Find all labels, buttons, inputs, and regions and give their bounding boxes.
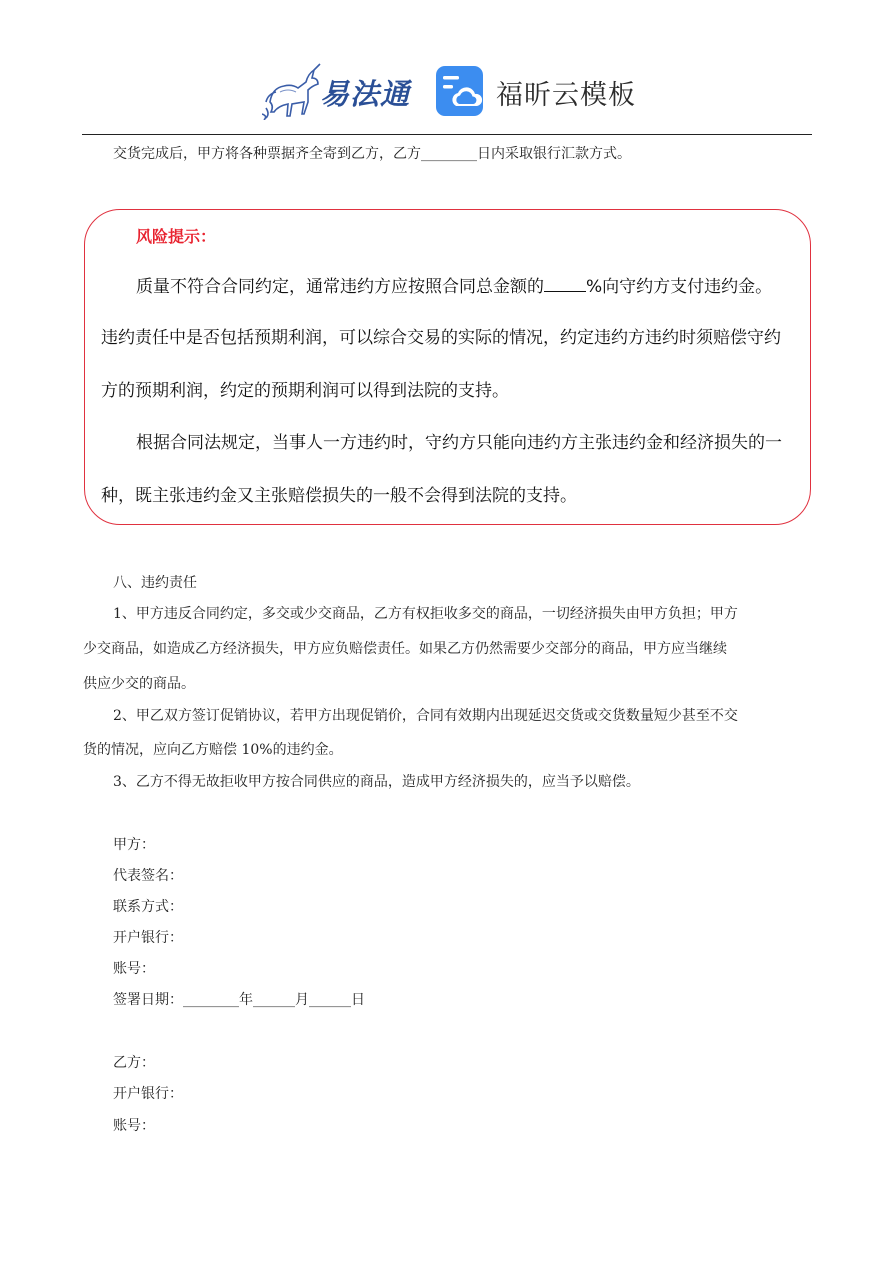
contact-label: 联系方式：	[113, 899, 183, 915]
yifatong-logo	[262, 62, 412, 120]
risk-line-4: 根据合同法规定，当事人一方违约时，守约方只能向违约方主张违约金和经济损失的一	[136, 433, 782, 453]
representative-signature-label: 代表签名：	[113, 868, 183, 884]
risk-line-1-text: 质量不符合合同约定，通常违约方应按照合同总金额的	[136, 277, 544, 297]
fill-blank	[544, 277, 586, 292]
clause-2-line-1: 2、甲乙双方签订促销协议，若甲方出现促销价，合同有效期内出现延迟交货或交货数量短少甚至不交	[113, 708, 738, 724]
signing-date-label: 签署日期：________年______月______日	[113, 992, 365, 1008]
party-b-account-label: 账号：	[113, 1118, 155, 1134]
risk-notice-box	[84, 209, 811, 525]
clause-3-line-1: 3、乙方不得无故拒收甲方按合同供应的商品，造成甲方经济损失的，应当予以赔偿。	[113, 774, 640, 790]
party-b-bank-label: 开户银行：	[113, 1086, 183, 1102]
risk-line-1-tail: %向守约方支付违约金。	[586, 277, 773, 297]
clause-1-line-2: 少交商品，如造成乙方经济损失，甲方应负赔偿责任。如果乙方仍然需要少交部分的商品，甲方应当继续	[83, 641, 727, 657]
clause-1-line-1: 1、甲方违反合同约定，多交或少交商品，乙方有权拒收多交的商品，一切经济损失由甲方负担；甲方	[113, 606, 738, 622]
risk-line-2: 违约责任中是否包括预期利润，可以综合交易的实际的情况，约定违约方违约时须赔偿守约	[101, 328, 781, 348]
clause-2-line-2: 货的情况，应向乙方赔偿 10%的违约金。	[83, 742, 343, 758]
party-a-account-label: 账号：	[113, 961, 155, 977]
intro-paragraph: 交货完成后，甲方将各种票据齐全寄到乙方，乙方________日内采取银行汇款方式。	[113, 146, 631, 162]
foxit-logo-text: 福昕云模板	[496, 80, 636, 111]
cloud-document-icon	[436, 66, 486, 118]
section-title: 八、违约责任	[113, 575, 197, 591]
yifatong-logo-text: 易法通	[320, 77, 411, 111]
risk-notice-title: 风险提示：	[136, 227, 217, 246]
party-b-label: 乙方：	[113, 1055, 155, 1071]
clause-1-line-3: 供应少交的商品。	[83, 676, 195, 692]
page-header	[0, 0, 893, 136]
unicorn-icon	[262, 62, 322, 120]
header-divider	[82, 134, 812, 135]
party-a-bank-label: 开户银行：	[113, 930, 183, 946]
risk-line-1	[136, 277, 772, 296]
foxit-cloud-template-logo	[436, 66, 636, 118]
party-a-label: 甲方：	[113, 837, 155, 853]
risk-line-3: 方的预期利润，约定的预期利润可以得到法院的支持。	[101, 381, 509, 401]
risk-line-5: 种，既主张违约金又主张赔偿损失的一般不会得到法院的支持。	[101, 486, 577, 506]
